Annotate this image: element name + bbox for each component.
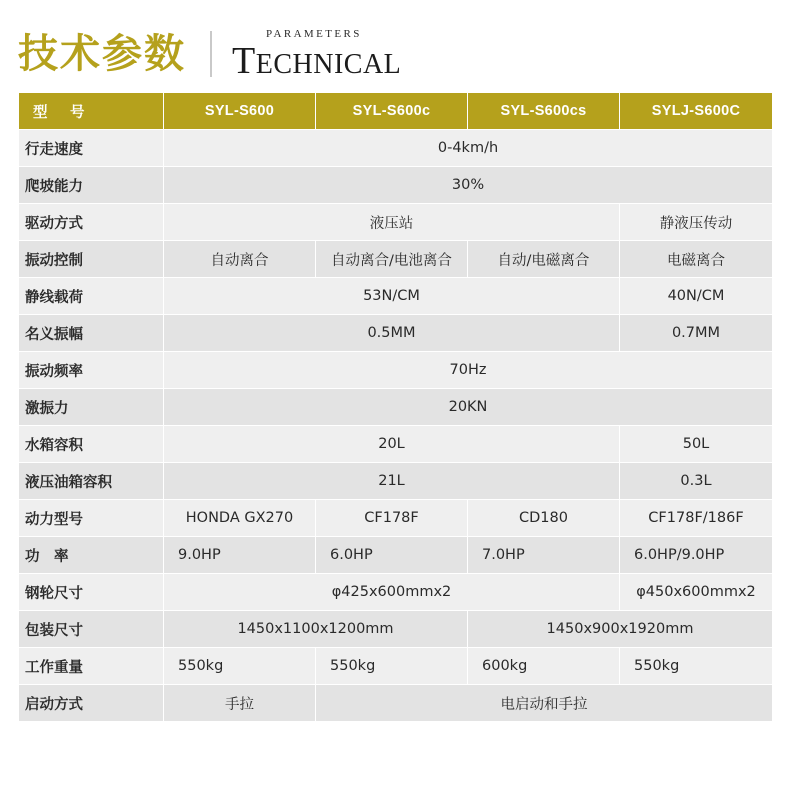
row-value: 电磁离合 <box>620 241 773 278</box>
row-value: 20KN <box>164 389 773 426</box>
row-value: 7.0HP <box>468 537 620 574</box>
table-row <box>19 241 773 278</box>
table-row <box>19 426 773 463</box>
row-value: HONDA GX270 <box>164 500 316 537</box>
row-value: 53N/CM <box>164 278 620 315</box>
page-title-en <box>232 29 401 80</box>
row-value: 550kg <box>164 648 316 685</box>
row-label: 工作重量 <box>19 648 164 685</box>
row-label: 振动控制 <box>19 241 164 278</box>
table-row <box>19 537 773 574</box>
row-label: 水箱容积 <box>19 426 164 463</box>
row-value: CD180 <box>468 500 620 537</box>
table-row <box>19 500 773 537</box>
row-value: 21L <box>164 463 620 500</box>
table-header-row <box>19 93 773 130</box>
spec-table-head <box>19 93 773 130</box>
page-subtitle-en: PARAMETERS <box>266 27 362 40</box>
spec-table-container <box>0 78 790 722</box>
row-value: 手拉 <box>164 685 316 722</box>
row-value: 静液压传动 <box>620 204 773 241</box>
page-title-en-main <box>232 39 402 82</box>
row-value: 1450x1100x1200mm <box>164 611 468 648</box>
row-value: 40N/CM <box>620 278 773 315</box>
spec-table <box>18 92 773 722</box>
row-value: 6.0HP <box>316 537 468 574</box>
header-cell-model-2: SYL-S600cs <box>468 93 620 130</box>
row-label: 激振力 <box>19 389 164 426</box>
row-value: 自动离合 <box>164 241 316 278</box>
row-label: 名义振幅 <box>19 315 164 352</box>
row-value: 20L <box>164 426 620 463</box>
row-value: 550kg <box>620 648 773 685</box>
header-cell-model-1: SYL-S600c <box>316 93 468 130</box>
row-label: 行走速度 <box>19 130 164 167</box>
table-row <box>19 352 773 389</box>
table-row <box>19 685 773 722</box>
row-value: 550kg <box>316 648 468 685</box>
table-row <box>19 611 773 648</box>
page-title: 技术参数 <box>18 31 186 77</box>
row-value: 0.3L <box>620 463 773 500</box>
row-label: 液压油箱容积 <box>19 463 164 500</box>
title-divider <box>210 31 212 77</box>
table-row <box>19 130 773 167</box>
title-en-rest: ECHNICAL <box>255 48 402 80</box>
spec-table-body <box>19 130 773 722</box>
table-row <box>19 463 773 500</box>
row-label: 振动频率 <box>19 352 164 389</box>
row-value: 6.0HP/9.0HP <box>620 537 773 574</box>
row-label: 启动方式 <box>19 685 164 722</box>
row-value: φ450x600mmx2 <box>620 574 773 611</box>
table-row <box>19 278 773 315</box>
row-value: 600kg <box>468 648 620 685</box>
row-value: 0.7MM <box>620 315 773 352</box>
row-label: 驱动方式 <box>19 204 164 241</box>
page-header <box>0 0 790 82</box>
row-value: CF178F/186F <box>620 500 773 537</box>
row-value: 0.5MM <box>164 315 620 352</box>
row-value: 0-4km/h <box>164 130 773 167</box>
header-cell-model-0: SYL-S600 <box>164 93 316 130</box>
row-value: 30% <box>164 167 773 204</box>
row-label: 钢轮尺寸 <box>19 574 164 611</box>
table-row <box>19 167 773 204</box>
row-value: 50L <box>620 426 773 463</box>
row-value: 自动/电磁离合 <box>468 241 620 278</box>
title-drop-cap: T <box>232 39 256 82</box>
table-row <box>19 389 773 426</box>
row-label: 动力型号 <box>19 500 164 537</box>
row-label: 包装尺寸 <box>19 611 164 648</box>
row-value: 电启动和手拉 <box>316 685 773 722</box>
row-value: 液压站 <box>164 204 620 241</box>
header-cell-label: 型 号 <box>19 93 164 130</box>
row-label: 静线载荷 <box>19 278 164 315</box>
row-value: 1450x900x1920mm <box>468 611 773 648</box>
row-value: 自动离合/电池离合 <box>316 241 468 278</box>
row-value: φ425x600mmx2 <box>164 574 620 611</box>
header-cell-model-3: SYLJ-S600C <box>620 93 773 130</box>
row-value: 9.0HP <box>164 537 316 574</box>
row-label: 爬坡能力 <box>19 167 164 204</box>
table-row <box>19 204 773 241</box>
table-row <box>19 574 773 611</box>
table-row <box>19 648 773 685</box>
table-row <box>19 315 773 352</box>
row-label: 功 率 <box>19 537 164 574</box>
row-value: CF178F <box>316 500 468 537</box>
row-value: 70Hz <box>164 352 773 389</box>
